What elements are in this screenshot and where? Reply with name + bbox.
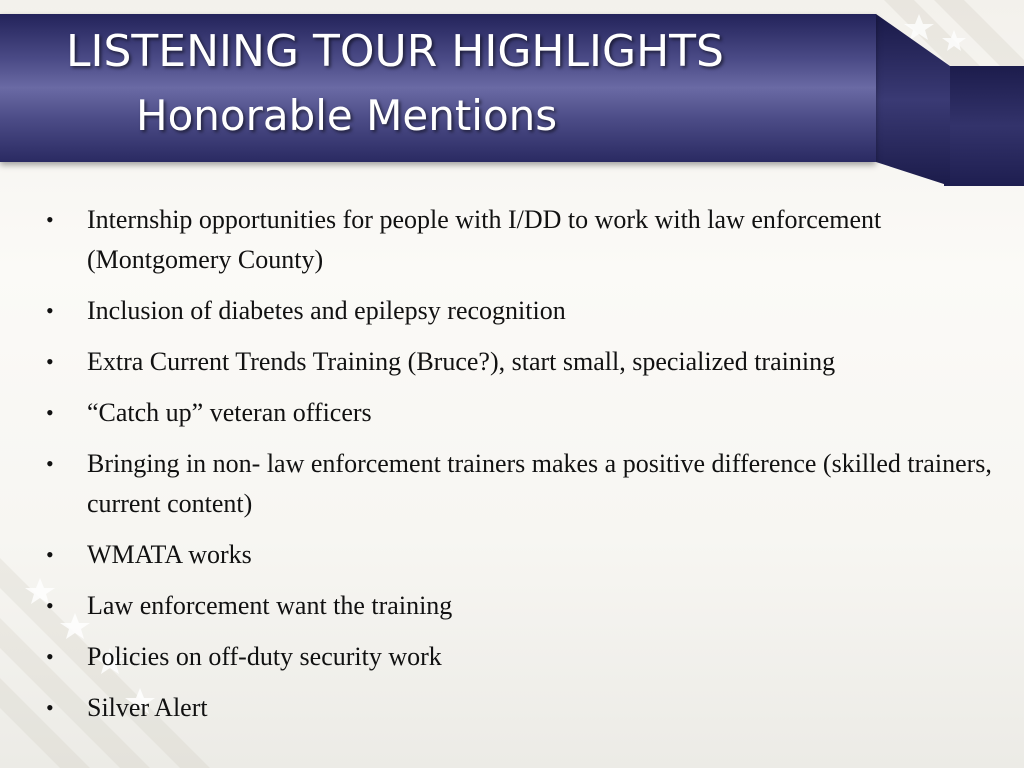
list-item [44, 200, 1004, 280]
bullet-icon: • [46, 349, 54, 374]
bullet-text: Inclusion of diabetes and epilepsy recognition [87, 296, 566, 325]
slide-title: LISTENING TOUR HIGHLIGHTS [66, 26, 724, 77]
bullet-text: Extra Current Trends Training (Bruce?), start small, specialized training [87, 347, 836, 376]
bullet-text: WMATA works [87, 540, 252, 569]
list-item [44, 688, 1004, 728]
bullet-icon: • [46, 644, 54, 669]
bullet-icon: • [46, 400, 54, 425]
list-item [44, 393, 1004, 433]
bullet-icon: • [46, 695, 54, 720]
list-item [44, 535, 1004, 575]
bullet-icon: • [46, 451, 54, 476]
bullet-text: Internship opportunities for people with I/DD to work with law enforcement (Montgomery County) [87, 205, 882, 274]
bullet-list [44, 200, 1004, 739]
bullet-text: Law enforcement want the training [87, 591, 453, 620]
list-item [44, 586, 1004, 626]
bullet-text: Bringing in non- law enforcement trainers makes a positive difference (skilled trainers, current content) [87, 449, 992, 518]
bullet-icon: • [46, 542, 54, 567]
bullet-text: Silver Alert [87, 693, 208, 722]
bullet-text: “Catch up” veteran officers [87, 398, 372, 427]
list-item [44, 342, 1004, 382]
list-item [44, 291, 1004, 331]
banner-fold [876, 14, 956, 194]
bullet-text: Policies on off-duty security work [87, 642, 442, 671]
list-item [44, 444, 1004, 524]
slide-subtitle: Honorable Mentions [136, 91, 558, 140]
bullet-icon: • [46, 298, 54, 323]
bullet-icon: • [46, 593, 54, 618]
list-item [44, 637, 1004, 677]
banner-tail [944, 66, 1024, 186]
bullet-icon: • [46, 207, 54, 232]
